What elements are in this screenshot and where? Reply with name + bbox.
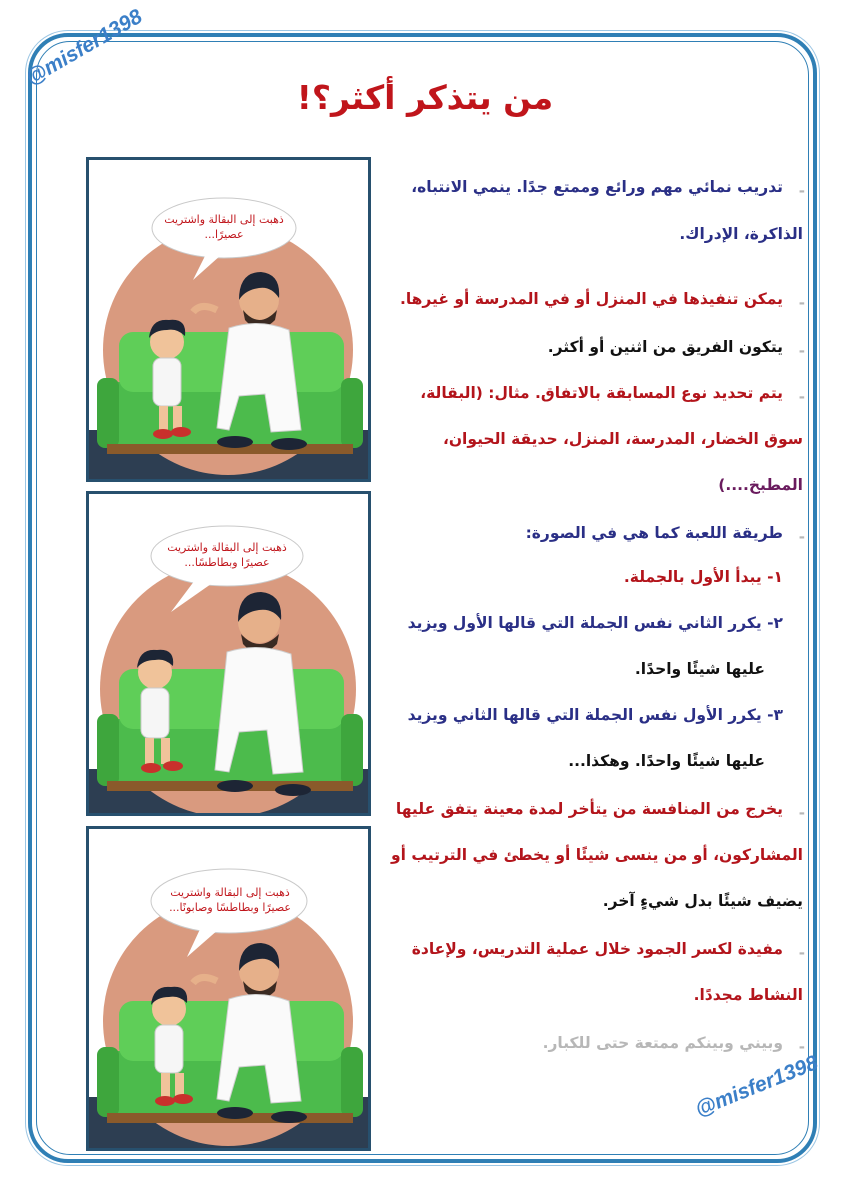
speech-bubble-1-line-2: عصيرًا... — [204, 228, 244, 241]
step-3-line-1: ٣- يكرر الأول نفس الجملة التي قالها الثاني ويزيد — [407, 706, 783, 724]
bullet-dash-5: - — [798, 528, 805, 546]
page-title: من يتذكر أكثر؟! — [296, 78, 554, 117]
speech-bubble-1 — [159, 212, 289, 242]
speech-bubble-3-line-1: ذهبت إلى البقالة واشتريت — [170, 886, 290, 899]
bullet-3: يتكون الفريق من اثنين أو أكثر. — [547, 338, 783, 356]
bullet-6-line-1: يخرج من المنافسة من يتأخر لمدة معينة يتفق عليها — [395, 800, 783, 818]
bullet-4-line-1: يتم تحديد نوع المسابقة بالاتفاق. مثال: (البقالة، — [420, 384, 783, 402]
bullet-dash-7: - — [798, 944, 805, 962]
bullet-4-line-2: سوق الخضار، المدرسة، المنزل، حديقة الحيوان، — [442, 430, 803, 448]
bullet-2: يمكن تنفيذها في المنزل أو في المدرسة أو غيرها. — [399, 290, 783, 308]
step-3-line-2: عليها شيئًا واحدًا. وهكذا... — [568, 752, 765, 770]
panel-3-scene — [89, 829, 368, 1148]
step-2-line-2: عليها شيئًا واحدًا. — [634, 660, 765, 678]
bullet-dash-3: - — [798, 342, 805, 360]
bullet-6-line-3: يضيف شيئًا بدل شيءٍ آخر. — [602, 892, 803, 910]
bullet-dash-1: - — [798, 182, 805, 200]
bullet-8: وبيني وبينكم ممتعة حتى للكبار. — [542, 1034, 783, 1052]
bullet-1-line-1: تدريب نمائي مهم ورائع وممتع جدًا. ينمي الانتباه، — [411, 178, 783, 196]
speech-bubble-2-line-1: ذهبت إلى البقالة واشتريت — [167, 541, 287, 554]
illustration-panel-1 — [86, 157, 371, 482]
step-2-line-1: ٢- يكرر الثاني نفس الجملة التي قالها الأول ويزيد — [407, 614, 783, 632]
watermark-top: @misfer1398 — [22, 4, 147, 90]
speech-bubble-3-line-2: عصيرًا وبطاطسًا وصابونًا... — [169, 901, 291, 914]
bullet-5: طريقة اللعبة كما هي في الصورة: — [525, 524, 783, 542]
step-1: ١- يبدأ الأول بالجملة. — [623, 568, 783, 586]
speech-bubble-2 — [157, 540, 297, 570]
bullet-dash-8: - — [798, 1038, 805, 1056]
bullet-dash-4: - — [798, 388, 805, 406]
panel-1-scene — [89, 160, 368, 479]
bullet-6-line-2: المشاركون، أو من ينسى شيئًا أو يخطئ في الترتيب أو — [391, 846, 803, 864]
watermark-bottom: @misfer1398 — [692, 1051, 822, 1122]
speech-bubble-3 — [155, 885, 305, 915]
speech-bubble-1-line-1: ذهبت إلى البقالة واشتريت — [164, 213, 284, 226]
bullet-7-line-2: النشاط مجددًا. — [693, 986, 803, 1004]
bullet-1-line-2: الذاكرة، الإدراك. — [679, 225, 803, 243]
illustration-panel-2 — [86, 491, 371, 816]
bullet-dash-2: - — [798, 294, 805, 312]
illustration-panel-3 — [86, 826, 371, 1151]
bullet-4-line-3: المطبخ....) — [718, 476, 803, 494]
bullet-dash-6: - — [798, 804, 805, 822]
speech-bubble-2-line-2: عصيرًا وبطاطسًا... — [184, 556, 270, 569]
bullet-7-line-1: مفيدة لكسر الجمود خلال عملية التدريس، ولإعادة — [411, 940, 783, 958]
